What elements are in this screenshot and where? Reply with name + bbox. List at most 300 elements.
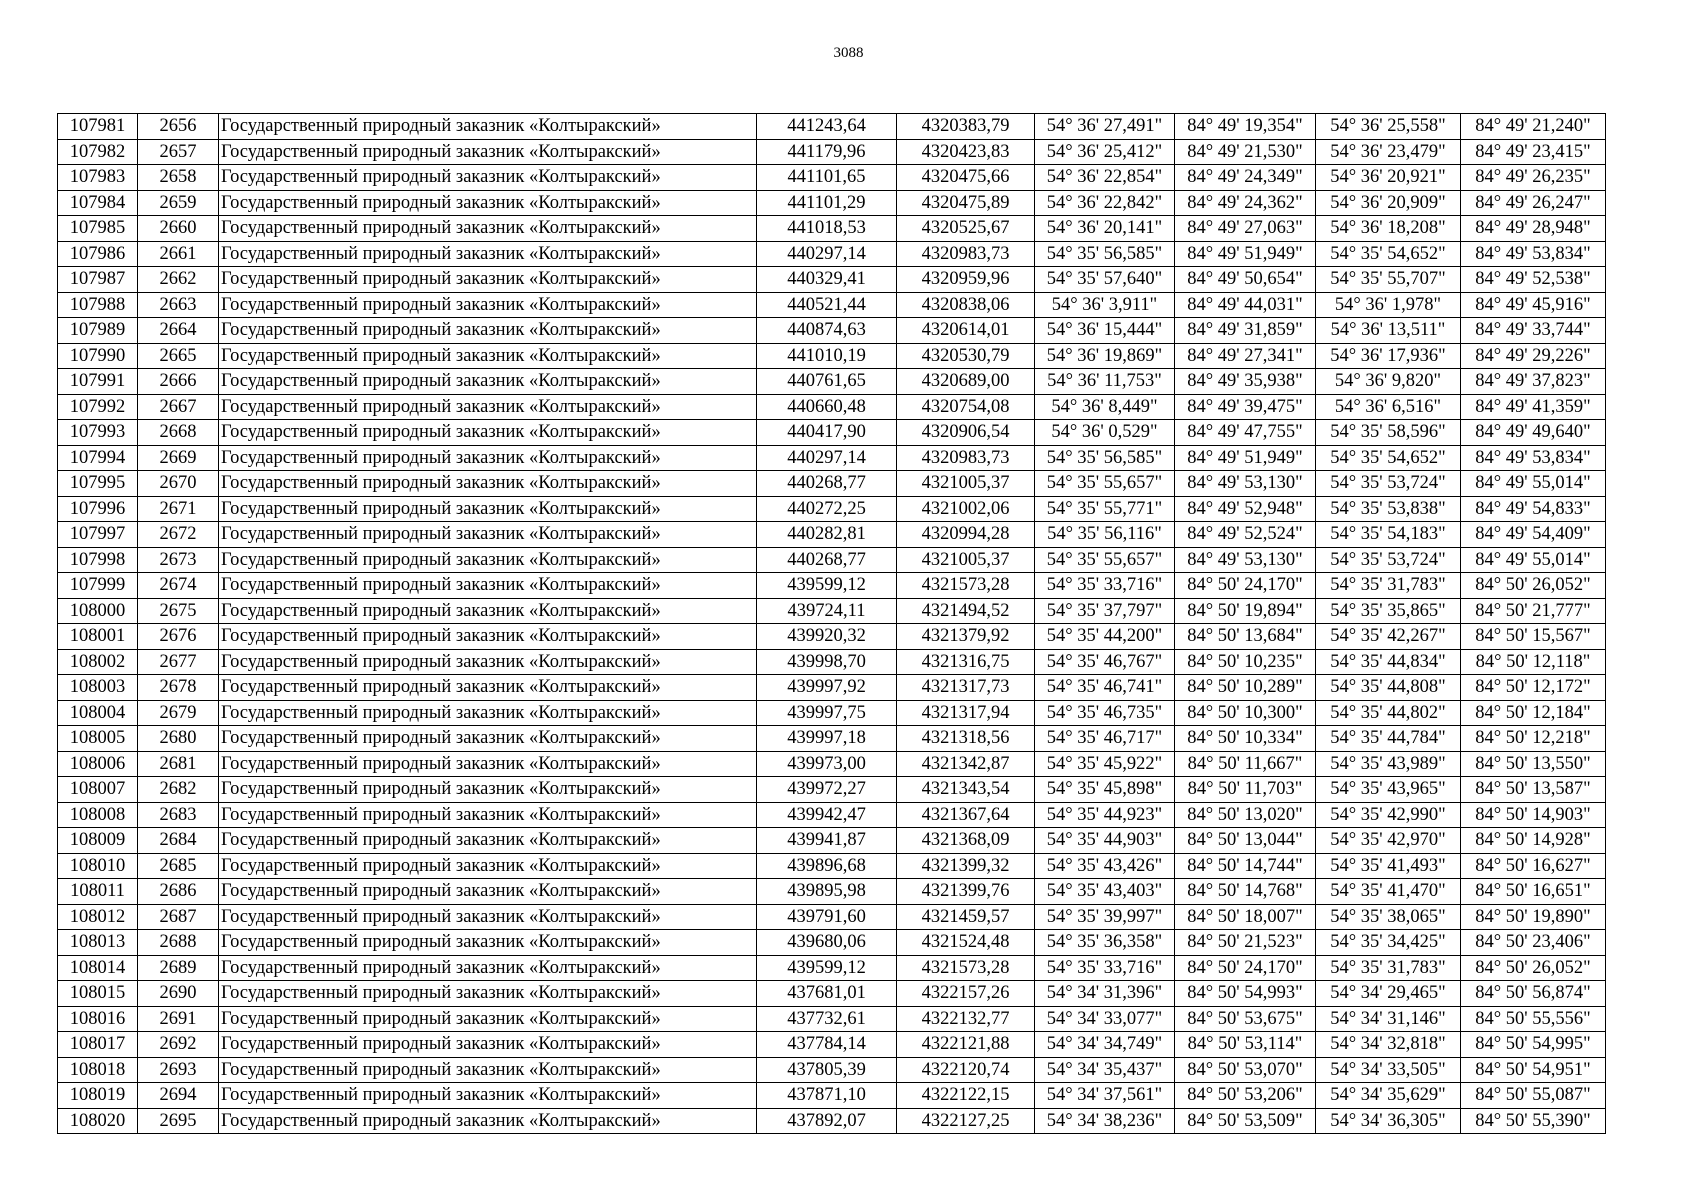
- table-row: [58, 700, 1606, 726]
- cell-longitude-2: 84° 49' 26,235": [1461, 165, 1606, 191]
- table-row: [58, 420, 1606, 446]
- cell-point-number: 2689: [138, 955, 219, 981]
- cell-longitude-2: 84° 49' 33,744": [1461, 318, 1606, 344]
- cell-point-number: 2664: [138, 318, 219, 344]
- cell-latitude-1: 54° 35' 39,997": [1035, 904, 1175, 930]
- cell-record-id: 107981: [58, 114, 138, 140]
- table-row: [58, 675, 1606, 701]
- cell-y-coordinate: 4322122,15: [897, 1083, 1035, 1109]
- cell-object-name: Государственный природный заказник «Колтыракский»: [219, 1083, 757, 1109]
- cell-object-name: Государственный природный заказник «Колтыракский»: [219, 547, 757, 573]
- cell-record-id: 108002: [58, 649, 138, 675]
- cell-point-number: 2694: [138, 1083, 219, 1109]
- cell-x-coordinate: 439997,18: [757, 726, 897, 752]
- cell-x-coordinate: 440268,77: [757, 471, 897, 497]
- cell-latitude-2: 54° 35' 55,707": [1316, 267, 1461, 293]
- cell-latitude-1: 54° 35' 44,903": [1035, 828, 1175, 854]
- cell-object-name: Государственный природный заказник «Колтыракский»: [219, 471, 757, 497]
- table-row: [58, 343, 1606, 369]
- cell-latitude-2: 54° 35' 42,970": [1316, 828, 1461, 854]
- cell-longitude-1: 84° 50' 18,007": [1175, 904, 1316, 930]
- cell-x-coordinate: 440297,14: [757, 241, 897, 267]
- cell-latitude-1: 54° 34' 38,236": [1035, 1108, 1175, 1134]
- cell-x-coordinate: 441010,19: [757, 343, 897, 369]
- cell-object-name: Государственный природный заказник «Колтыракский»: [219, 114, 757, 140]
- table-row: [58, 165, 1606, 191]
- cell-latitude-1: 54° 36' 8,449": [1035, 394, 1175, 420]
- cell-point-number: 2676: [138, 624, 219, 650]
- cell-y-coordinate: 4320525,67: [897, 216, 1035, 242]
- cell-record-id: 108017: [58, 1032, 138, 1058]
- cell-object-name: Государственный природный заказник «Колтыракский»: [219, 675, 757, 701]
- cell-point-number: 2660: [138, 216, 219, 242]
- cell-latitude-1: 54° 36' 22,854": [1035, 165, 1175, 191]
- cell-y-coordinate: 4320689,00: [897, 369, 1035, 395]
- cell-point-number: 2684: [138, 828, 219, 854]
- cell-longitude-2: 84° 50' 26,052": [1461, 573, 1606, 599]
- table-row: [58, 1108, 1606, 1134]
- cell-y-coordinate: 4321399,32: [897, 853, 1035, 879]
- cell-latitude-2: 54° 36' 18,208": [1316, 216, 1461, 242]
- cell-latitude-1: 54° 36' 20,141": [1035, 216, 1175, 242]
- cell-object-name: Государственный природный заказник «Колтыракский»: [219, 420, 757, 446]
- cell-point-number: 2692: [138, 1032, 219, 1058]
- cell-latitude-1: 54° 35' 46,767": [1035, 649, 1175, 675]
- cell-latitude-2: 54° 34' 31,146": [1316, 1006, 1461, 1032]
- cell-object-name: Государственный природный заказник «Колтыракский»: [219, 343, 757, 369]
- cell-point-number: 2656: [138, 114, 219, 140]
- cell-longitude-2: 84° 49' 53,834": [1461, 445, 1606, 471]
- cell-latitude-1: 54° 35' 55,771": [1035, 496, 1175, 522]
- cell-record-id: 108015: [58, 981, 138, 1007]
- cell-record-id: 107989: [58, 318, 138, 344]
- table-row: [58, 573, 1606, 599]
- cell-latitude-1: 54° 35' 43,403": [1035, 879, 1175, 905]
- cell-longitude-2: 84° 50' 12,184": [1461, 700, 1606, 726]
- cell-point-number: 2682: [138, 777, 219, 803]
- cell-point-number: 2667: [138, 394, 219, 420]
- cell-longitude-1: 84° 49' 27,063": [1175, 216, 1316, 242]
- cell-longitude-2: 84° 50' 19,890": [1461, 904, 1606, 930]
- cell-latitude-1: 54° 35' 46,735": [1035, 700, 1175, 726]
- cell-y-coordinate: 4320983,73: [897, 445, 1035, 471]
- cell-y-coordinate: 4320994,28: [897, 522, 1035, 548]
- cell-longitude-2: 84° 49' 52,538": [1461, 267, 1606, 293]
- cell-longitude-2: 84° 50' 12,172": [1461, 675, 1606, 701]
- cell-y-coordinate: 4321343,54: [897, 777, 1035, 803]
- cell-object-name: Государственный природный заказник «Колтыракский»: [219, 726, 757, 752]
- cell-x-coordinate: 441179,96: [757, 139, 897, 165]
- cell-latitude-2: 54° 35' 42,990": [1316, 802, 1461, 828]
- cell-record-id: 108012: [58, 904, 138, 930]
- table-row: [58, 853, 1606, 879]
- cell-point-number: 2677: [138, 649, 219, 675]
- table-row: [58, 241, 1606, 267]
- cell-latitude-1: 54° 35' 56,585": [1035, 445, 1175, 471]
- cell-latitude-2: 54° 36' 20,921": [1316, 165, 1461, 191]
- cell-longitude-1: 84° 49' 44,031": [1175, 292, 1316, 318]
- cell-y-coordinate: 4321368,09: [897, 828, 1035, 854]
- cell-latitude-1: 54° 34' 35,437": [1035, 1057, 1175, 1083]
- cell-longitude-1: 84° 50' 24,170": [1175, 955, 1316, 981]
- cell-longitude-2: 84° 50' 13,550": [1461, 751, 1606, 777]
- cell-record-id: 107983: [58, 165, 138, 191]
- cell-object-name: Государственный природный заказник «Колтыракский»: [219, 445, 757, 471]
- cell-object-name: Государственный природный заказник «Колтыракский»: [219, 241, 757, 267]
- cell-longitude-2: 84° 49' 23,415": [1461, 139, 1606, 165]
- cell-point-number: 2662: [138, 267, 219, 293]
- cell-record-id: 107986: [58, 241, 138, 267]
- cell-x-coordinate: 439599,12: [757, 573, 897, 599]
- cell-record-id: 108009: [58, 828, 138, 854]
- cell-longitude-2: 84° 49' 55,014": [1461, 547, 1606, 573]
- cell-record-id: 108020: [58, 1108, 138, 1134]
- cell-longitude-1: 84° 49' 21,530": [1175, 139, 1316, 165]
- table-row: [58, 751, 1606, 777]
- table-row: [58, 547, 1606, 573]
- cell-point-number: 2672: [138, 522, 219, 548]
- cell-latitude-2: 54° 36' 17,936": [1316, 343, 1461, 369]
- cell-longitude-1: 84° 50' 13,684": [1175, 624, 1316, 650]
- cell-point-number: 2663: [138, 292, 219, 318]
- cell-x-coordinate: 437784,14: [757, 1032, 897, 1058]
- cell-x-coordinate: 439998,70: [757, 649, 897, 675]
- cell-latitude-2: 54° 36' 13,511": [1316, 318, 1461, 344]
- cell-longitude-1: 84° 50' 19,894": [1175, 598, 1316, 624]
- cell-latitude-2: 54° 35' 43,989": [1316, 751, 1461, 777]
- table-row: [58, 802, 1606, 828]
- cell-latitude-2: 54° 35' 58,596": [1316, 420, 1461, 446]
- cell-object-name: Государственный природный заказник «Колтыракский»: [219, 981, 757, 1007]
- cell-longitude-1: 84° 49' 52,948": [1175, 496, 1316, 522]
- cell-longitude-1: 84° 49' 31,859": [1175, 318, 1316, 344]
- cell-y-coordinate: 4321459,57: [897, 904, 1035, 930]
- cell-y-coordinate: 4320383,79: [897, 114, 1035, 140]
- cell-latitude-1: 54° 35' 56,116": [1035, 522, 1175, 548]
- cell-latitude-1: 54° 36' 3,911": [1035, 292, 1175, 318]
- cell-x-coordinate: 440874,63: [757, 318, 897, 344]
- cell-latitude-2: 54° 34' 36,305": [1316, 1108, 1461, 1134]
- cell-x-coordinate: 441101,29: [757, 190, 897, 216]
- cell-longitude-2: 84° 50' 26,052": [1461, 955, 1606, 981]
- table-row: [58, 828, 1606, 854]
- table-row: [58, 777, 1606, 803]
- cell-record-id: 107990: [58, 343, 138, 369]
- cell-object-name: Государственный природный заказник «Колтыракский»: [219, 165, 757, 191]
- cell-object-name: Государственный природный заказник «Колтыракский»: [219, 522, 757, 548]
- cell-y-coordinate: 4321002,06: [897, 496, 1035, 522]
- cell-latitude-1: 54° 36' 25,412": [1035, 139, 1175, 165]
- cell-longitude-1: 84° 50' 10,300": [1175, 700, 1316, 726]
- cell-y-coordinate: 4320423,83: [897, 139, 1035, 165]
- cell-y-coordinate: 4321524,48: [897, 930, 1035, 956]
- cell-longitude-2: 84° 50' 55,556": [1461, 1006, 1606, 1032]
- cell-record-id: 108013: [58, 930, 138, 956]
- table-row: [58, 955, 1606, 981]
- cell-record-id: 107982: [58, 139, 138, 165]
- cell-latitude-1: 54° 36' 27,491": [1035, 114, 1175, 140]
- cell-record-id: 108018: [58, 1057, 138, 1083]
- table-row: [58, 267, 1606, 293]
- cell-x-coordinate: 439972,27: [757, 777, 897, 803]
- cell-latitude-1: 54° 35' 37,797": [1035, 598, 1175, 624]
- cell-latitude-2: 54° 35' 35,865": [1316, 598, 1461, 624]
- cell-latitude-1: 54° 36' 22,842": [1035, 190, 1175, 216]
- cell-longitude-1: 84° 50' 53,675": [1175, 1006, 1316, 1032]
- cell-y-coordinate: 4321379,92: [897, 624, 1035, 650]
- table-row: [58, 1057, 1606, 1083]
- cell-object-name: Государственный природный заказник «Колтыракский»: [219, 930, 757, 956]
- cell-record-id: 108007: [58, 777, 138, 803]
- cell-object-name: Государственный природный заказник «Колтыракский»: [219, 369, 757, 395]
- cell-longitude-2: 84° 50' 21,777": [1461, 598, 1606, 624]
- cell-point-number: 2680: [138, 726, 219, 752]
- cell-longitude-1: 84° 50' 24,170": [1175, 573, 1316, 599]
- cell-x-coordinate: 437871,10: [757, 1083, 897, 1109]
- cell-longitude-2: 84° 49' 45,916": [1461, 292, 1606, 318]
- cell-record-id: 107985: [58, 216, 138, 242]
- cell-latitude-1: 54° 36' 0,529": [1035, 420, 1175, 446]
- cell-longitude-1: 84° 50' 13,020": [1175, 802, 1316, 828]
- cell-y-coordinate: 4321005,37: [897, 547, 1035, 573]
- cell-longitude-1: 84° 49' 50,654": [1175, 267, 1316, 293]
- cell-object-name: Государственный природный заказник «Колтыракский»: [219, 318, 757, 344]
- cell-longitude-2: 84° 50' 23,406": [1461, 930, 1606, 956]
- cell-object-name: Государственный природный заказник «Колтыракский»: [219, 904, 757, 930]
- cell-point-number: 2685: [138, 853, 219, 879]
- cell-x-coordinate: 440272,25: [757, 496, 897, 522]
- cell-object-name: Государственный природный заказник «Колтыракский»: [219, 1032, 757, 1058]
- cell-y-coordinate: 4320754,08: [897, 394, 1035, 420]
- cell-point-number: 2668: [138, 420, 219, 446]
- cell-y-coordinate: 4321342,87: [897, 751, 1035, 777]
- cell-point-number: 2671: [138, 496, 219, 522]
- cell-longitude-1: 84° 50' 54,993": [1175, 981, 1316, 1007]
- cell-point-number: 2691: [138, 1006, 219, 1032]
- cell-longitude-1: 84° 49' 47,755": [1175, 420, 1316, 446]
- cell-longitude-2: 84° 49' 37,823": [1461, 369, 1606, 395]
- cell-y-coordinate: 4320475,66: [897, 165, 1035, 191]
- cell-y-coordinate: 4322157,26: [897, 981, 1035, 1007]
- cell-x-coordinate: 439997,75: [757, 700, 897, 726]
- cell-longitude-1: 84° 49' 19,354": [1175, 114, 1316, 140]
- table-row: [58, 292, 1606, 318]
- cell-record-id: 108016: [58, 1006, 138, 1032]
- cell-longitude-2: 84° 50' 55,390": [1461, 1108, 1606, 1134]
- cell-x-coordinate: 440282,81: [757, 522, 897, 548]
- cell-y-coordinate: 4321316,75: [897, 649, 1035, 675]
- cell-latitude-1: 54° 35' 33,716": [1035, 955, 1175, 981]
- cell-longitude-2: 84° 50' 16,651": [1461, 879, 1606, 905]
- cell-latitude-2: 54° 34' 29,465": [1316, 981, 1461, 1007]
- cell-x-coordinate: 437681,01: [757, 981, 897, 1007]
- cell-record-id: 108000: [58, 598, 138, 624]
- table-row: [58, 216, 1606, 242]
- cell-object-name: Государственный природный заказник «Колтыракский»: [219, 190, 757, 216]
- cell-y-coordinate: 4322121,88: [897, 1032, 1035, 1058]
- cell-longitude-2: 84° 49' 26,247": [1461, 190, 1606, 216]
- cell-latitude-1: 54° 35' 45,898": [1035, 777, 1175, 803]
- cell-object-name: Государственный природный заказник «Колтыракский»: [219, 292, 757, 318]
- table-row: [58, 1032, 1606, 1058]
- cell-latitude-2: 54° 35' 53,838": [1316, 496, 1461, 522]
- cell-longitude-2: 84° 49' 49,640": [1461, 420, 1606, 446]
- cell-latitude-2: 54° 35' 38,065": [1316, 904, 1461, 930]
- cell-object-name: Государственный природный заказник «Колтыракский»: [219, 649, 757, 675]
- cell-longitude-2: 84° 50' 13,587": [1461, 777, 1606, 803]
- cell-longitude-2: 84° 50' 54,995": [1461, 1032, 1606, 1058]
- cell-x-coordinate: 437805,39: [757, 1057, 897, 1083]
- cell-longitude-1: 84° 50' 10,235": [1175, 649, 1316, 675]
- cell-latitude-2: 54° 34' 33,505": [1316, 1057, 1461, 1083]
- cell-object-name: Государственный природный заказник «Колтыракский»: [219, 751, 757, 777]
- cell-latitude-2: 54° 36' 25,558": [1316, 114, 1461, 140]
- cell-x-coordinate: 437732,61: [757, 1006, 897, 1032]
- cell-y-coordinate: 4321573,28: [897, 955, 1035, 981]
- cell-latitude-1: 54° 35' 44,200": [1035, 624, 1175, 650]
- cell-point-number: 2681: [138, 751, 219, 777]
- cell-point-number: 2670: [138, 471, 219, 497]
- cell-latitude-2: 54° 35' 34,425": [1316, 930, 1461, 956]
- coordinates-table: [57, 113, 1606, 1134]
- cell-record-id: 108011: [58, 879, 138, 905]
- table-row: [58, 1006, 1606, 1032]
- cell-y-coordinate: 4321494,52: [897, 598, 1035, 624]
- cell-longitude-1: 84° 49' 39,475": [1175, 394, 1316, 420]
- cell-x-coordinate: 440297,14: [757, 445, 897, 471]
- cell-latitude-2: 54° 34' 35,629": [1316, 1083, 1461, 1109]
- cell-latitude-2: 54° 35' 44,802": [1316, 700, 1461, 726]
- cell-record-id: 108008: [58, 802, 138, 828]
- cell-point-number: 2683: [138, 802, 219, 828]
- cell-latitude-2: 54° 35' 44,834": [1316, 649, 1461, 675]
- page-number: 3088: [833, 45, 864, 61]
- cell-object-name: Государственный природный заказник «Колтыракский»: [219, 624, 757, 650]
- cell-latitude-2: 54° 35' 54,652": [1316, 241, 1461, 267]
- cell-latitude-2: 54° 36' 1,978": [1316, 292, 1461, 318]
- cell-x-coordinate: 440329,41: [757, 267, 897, 293]
- cell-y-coordinate: 4320983,73: [897, 241, 1035, 267]
- cell-x-coordinate: 439973,00: [757, 751, 897, 777]
- cell-point-number: 2657: [138, 139, 219, 165]
- cell-longitude-1: 84° 49' 27,341": [1175, 343, 1316, 369]
- cell-y-coordinate: 4320906,54: [897, 420, 1035, 446]
- cell-longitude-2: 84° 50' 16,627": [1461, 853, 1606, 879]
- cell-latitude-2: 54° 36' 6,516": [1316, 394, 1461, 420]
- cell-point-number: 2661: [138, 241, 219, 267]
- cell-y-coordinate: 4321318,56: [897, 726, 1035, 752]
- cell-latitude-2: 54° 35' 54,183": [1316, 522, 1461, 548]
- cell-record-id: 108003: [58, 675, 138, 701]
- cell-object-name: Государственный природный заказник «Колтыракский»: [219, 267, 757, 293]
- cell-latitude-2: 54° 35' 53,724": [1316, 471, 1461, 497]
- cell-record-id: 108005: [58, 726, 138, 752]
- cell-x-coordinate: 439599,12: [757, 955, 897, 981]
- cell-x-coordinate: 441243,64: [757, 114, 897, 140]
- cell-object-name: Государственный природный заказник «Колтыракский»: [219, 216, 757, 242]
- cell-latitude-2: 54° 35' 31,783": [1316, 955, 1461, 981]
- cell-record-id: 107984: [58, 190, 138, 216]
- cell-record-id: 107994: [58, 445, 138, 471]
- table-row: [58, 114, 1606, 140]
- cell-latitude-1: 54° 35' 36,358": [1035, 930, 1175, 956]
- cell-point-number: 2673: [138, 547, 219, 573]
- cell-longitude-2: 84° 50' 14,928": [1461, 828, 1606, 854]
- cell-y-coordinate: 4321573,28: [897, 573, 1035, 599]
- cell-point-number: 2658: [138, 165, 219, 191]
- cell-longitude-1: 84° 50' 10,289": [1175, 675, 1316, 701]
- cell-record-id: 108001: [58, 624, 138, 650]
- cell-record-id: 107993: [58, 420, 138, 446]
- cell-latitude-2: 54° 35' 41,493": [1316, 853, 1461, 879]
- cell-x-coordinate: 437892,07: [757, 1108, 897, 1134]
- cell-longitude-1: 84° 50' 14,768": [1175, 879, 1316, 905]
- cell-latitude-2: 54° 35' 53,724": [1316, 547, 1461, 573]
- cell-latitude-1: 54° 34' 33,077": [1035, 1006, 1175, 1032]
- cell-record-id: 107992: [58, 394, 138, 420]
- cell-y-coordinate: 4321317,73: [897, 675, 1035, 701]
- cell-object-name: Государственный природный заказник «Колтыракский»: [219, 802, 757, 828]
- cell-latitude-1: 54° 35' 57,640": [1035, 267, 1175, 293]
- cell-object-name: Государственный природный заказник «Колтыракский»: [219, 853, 757, 879]
- cell-x-coordinate: 440761,65: [757, 369, 897, 395]
- cell-record-id: 107988: [58, 292, 138, 318]
- cell-y-coordinate: 4320475,89: [897, 190, 1035, 216]
- cell-latitude-2: 54° 35' 54,652": [1316, 445, 1461, 471]
- cell-latitude-2: 54° 36' 9,820": [1316, 369, 1461, 395]
- cell-latitude-2: 54° 35' 41,470": [1316, 879, 1461, 905]
- cell-x-coordinate: 439896,68: [757, 853, 897, 879]
- cell-object-name: Государственный природный заказник «Колтыракский»: [219, 777, 757, 803]
- cell-record-id: 107995: [58, 471, 138, 497]
- cell-point-number: 2678: [138, 675, 219, 701]
- cell-longitude-2: 84° 50' 12,218": [1461, 726, 1606, 752]
- cell-latitude-1: 54° 36' 15,444": [1035, 318, 1175, 344]
- cell-latitude-1: 54° 35' 56,585": [1035, 241, 1175, 267]
- cell-y-coordinate: 4321399,76: [897, 879, 1035, 905]
- cell-x-coordinate: 439895,98: [757, 879, 897, 905]
- cell-x-coordinate: 439791,60: [757, 904, 897, 930]
- cell-y-coordinate: 4320614,01: [897, 318, 1035, 344]
- cell-longitude-2: 84° 49' 28,948": [1461, 216, 1606, 242]
- cell-longitude-2: 84° 49' 55,014": [1461, 471, 1606, 497]
- cell-latitude-2: 54° 36' 23,479": [1316, 139, 1461, 165]
- cell-record-id: 108004: [58, 700, 138, 726]
- cell-point-number: 2695: [138, 1108, 219, 1134]
- cell-x-coordinate: 440521,44: [757, 292, 897, 318]
- cell-object-name: Государственный природный заказник «Колтыракский»: [219, 828, 757, 854]
- cell-y-coordinate: 4320530,79: [897, 343, 1035, 369]
- cell-longitude-1: 84° 49' 53,130": [1175, 471, 1316, 497]
- table-row: [58, 930, 1606, 956]
- cell-object-name: Государственный природный заказник «Колтыракский»: [219, 700, 757, 726]
- cell-latitude-2: 54° 35' 43,965": [1316, 777, 1461, 803]
- cell-record-id: 107998: [58, 547, 138, 573]
- cell-y-coordinate: 4322120,74: [897, 1057, 1035, 1083]
- cell-x-coordinate: 439680,06: [757, 930, 897, 956]
- table-row: [58, 445, 1606, 471]
- cell-latitude-1: 54° 34' 34,749": [1035, 1032, 1175, 1058]
- table-row: [58, 139, 1606, 165]
- cell-latitude-1: 54° 35' 33,716": [1035, 573, 1175, 599]
- cell-x-coordinate: 441018,53: [757, 216, 897, 242]
- cell-latitude-1: 54° 36' 11,753": [1035, 369, 1175, 395]
- cell-latitude-1: 54° 35' 46,741": [1035, 675, 1175, 701]
- cell-longitude-1: 84° 50' 53,206": [1175, 1083, 1316, 1109]
- cell-latitude-2: 54° 35' 31,783": [1316, 573, 1461, 599]
- cell-object-name: Государственный природный заказник «Колтыракский»: [219, 955, 757, 981]
- cell-y-coordinate: 4321317,94: [897, 700, 1035, 726]
